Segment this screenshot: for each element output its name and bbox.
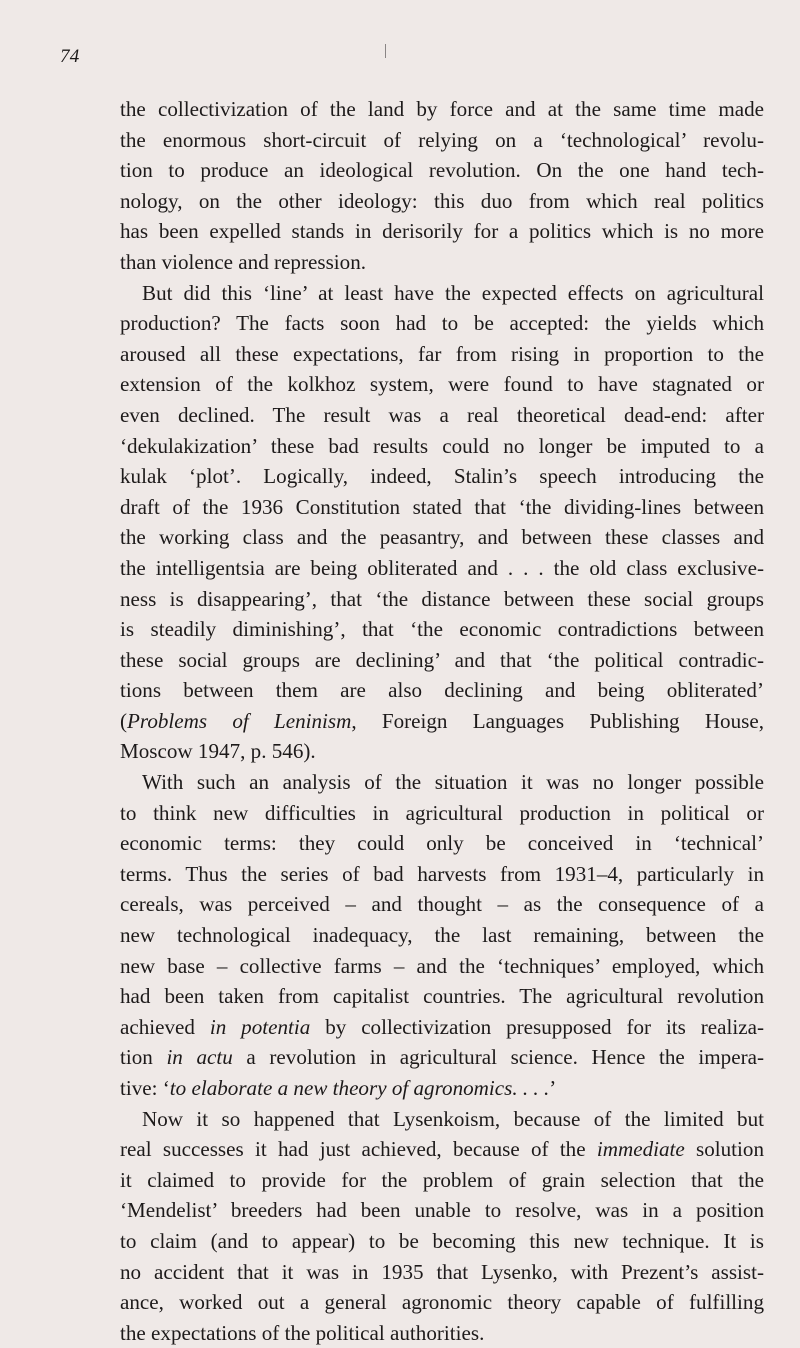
text-line: the expectations of the political authorities. xyxy=(120,1320,485,1345)
paragraph xyxy=(120,1104,764,1348)
text-line: had been taken from capitalist countries. The agricultural revolution xyxy=(120,984,764,1009)
text-line: ness is disappearing’, that ‘the distance between these social groups xyxy=(120,586,764,611)
text-line: But did this ‘line’ at least have the expected effects on agricultural xyxy=(142,280,764,305)
text-line: economic terms: they could only be conceived in ‘technical’ xyxy=(120,831,764,856)
text-line: tive: ‘to elaborate a new theory of agronomics. . . .’ xyxy=(120,1076,557,1100)
paragraph xyxy=(120,94,764,278)
text-line: has been expelled stands in derisorily for a politics which is no more xyxy=(120,219,764,244)
text-line: new base – collective farms – and the ‘techniques’ employed, which xyxy=(120,953,764,978)
text-line: even declined. The result was a real theoretical dead-end: after xyxy=(120,402,764,427)
text-line: ance, worked out a general agronomic theory capable of fulfilling xyxy=(120,1290,764,1315)
text-line: ‘Mendelist’ breeders had been unable to resolve, was in a position xyxy=(120,1198,764,1223)
text-line: achieved in potentia by collectivization presupposed for its realiza- xyxy=(120,1014,764,1039)
text-line: the intelligentsia are being obliterated and . . . the old class exclusive- xyxy=(120,555,764,580)
gutter-mark xyxy=(385,44,386,58)
text-line: it claimed to provide for the problem of grain selection that the xyxy=(120,1167,764,1192)
text-line: tions between them are also declining and being obliterated’ xyxy=(120,678,764,703)
text-line: these social groups are declining’ and that ‘the political contradic- xyxy=(120,647,764,672)
text-line: no accident that it was in 1935 that Lysenko, with Prezent’s assist- xyxy=(120,1259,764,1284)
text-line: is steadily diminishing’, that ‘the economic contradictions between xyxy=(120,617,764,642)
text-line: the working class and the peasantry, and between these classes and xyxy=(120,525,764,550)
body-text xyxy=(120,94,764,1348)
text-line: extension of the kolkhoz system, were found to have stagnated or xyxy=(120,372,764,397)
text-line: than violence and repression. xyxy=(120,249,367,274)
text-line: tion to produce an ideological revolution. On the one hand tech- xyxy=(120,158,764,183)
paragraph xyxy=(120,278,764,768)
text-line: to claim (and to appear) to be becoming this new technique. It is xyxy=(120,1228,764,1253)
text-line: the enormous short-circuit of relying on a ‘technological’ revolu- xyxy=(120,127,764,152)
text-line: terms. Thus the series of bad harvests from 1931–4, particularly in xyxy=(120,861,764,886)
text-line: production? The facts soon had to be accepted: the yields which xyxy=(120,311,764,336)
text-line: tion in actu a revolution in agricultural science. Hence the impera- xyxy=(120,1045,764,1070)
text-line: draft of the 1936 Constitution stated that ‘the dividing-lines between xyxy=(120,494,764,519)
text-line: cereals, was perceived – and thought – as the consequence of a xyxy=(120,892,764,917)
text-line: (Problems of Leninism, Foreign Languages Publishing House, xyxy=(120,708,764,733)
text-line: the collectivization of the land by force and at the same time made xyxy=(120,97,764,121)
text-line: new technological inadequacy, the last remaining, between the xyxy=(120,923,764,948)
paragraph xyxy=(120,767,764,1104)
text-line: Now it so happened that Lysenkoism, because of the limited but xyxy=(142,1106,764,1131)
text-line: nology, on the other ideology: this duo from which real politics xyxy=(120,188,764,213)
text-line: to think new difficulties in agricultural production in political or xyxy=(120,800,764,825)
page-number: 74 xyxy=(60,46,80,67)
text-line: real successes it had just achieved, because of the immediate solution xyxy=(120,1137,764,1162)
text-line: With such an analysis of the situation it was no longer possible xyxy=(142,770,764,795)
text-line: Moscow 1947, p. 546). xyxy=(120,739,316,764)
text-line: kulak ‘plot’. Logically, indeed, Stalin’s speech introducing the xyxy=(120,464,764,489)
text-line: ‘dekulakization’ these bad results could no longer be imputed to a xyxy=(120,433,764,458)
text-line: aroused all these expectations, far from rising in proportion to the xyxy=(120,341,764,366)
